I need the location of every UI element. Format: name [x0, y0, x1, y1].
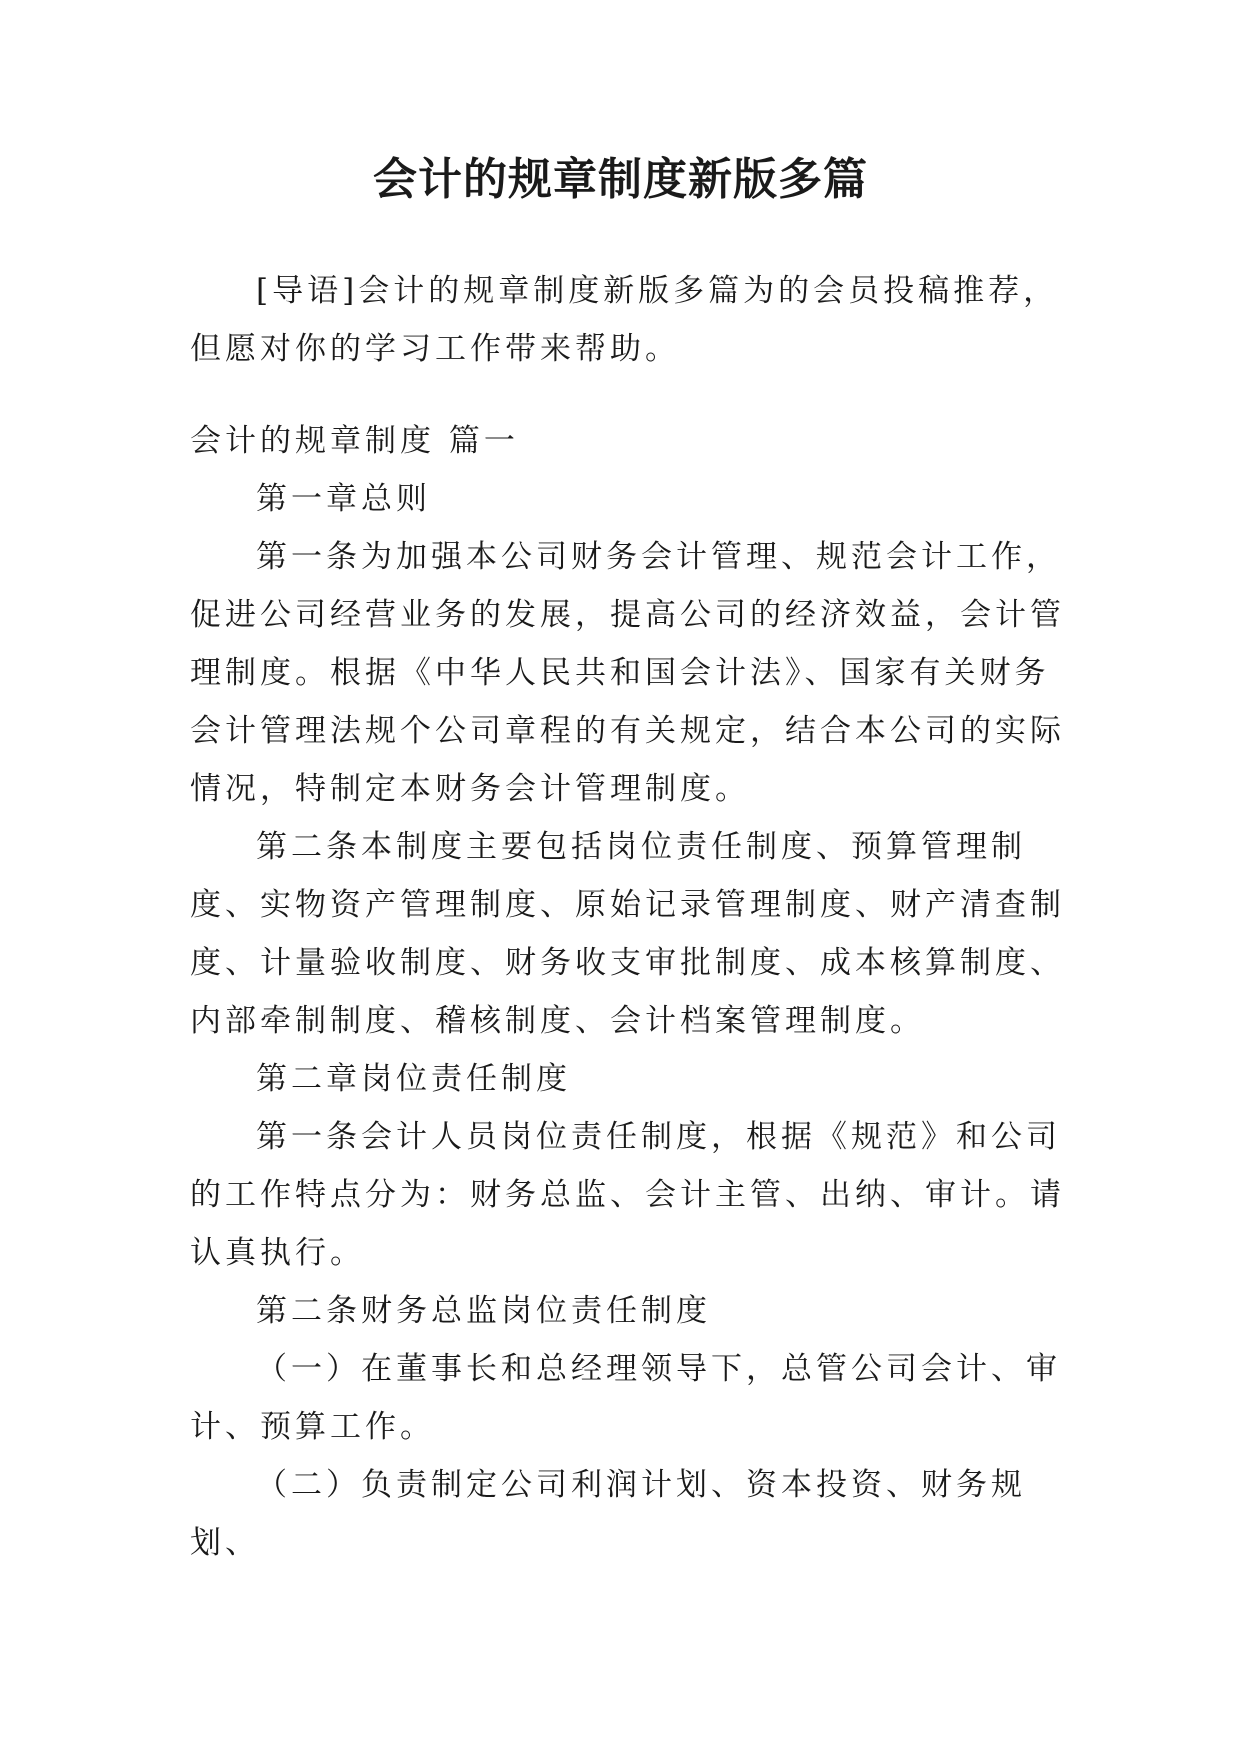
- chapter-heading: 第一章总则: [256, 481, 431, 517]
- body-paragraph: （二）负责制定公司利润计划、资本投资、财务规划、: [190, 1467, 1026, 1561]
- intro-block: [190, 262, 1070, 378]
- body-paragraph: 第一条为加强本公司财务会计管理、规范会计工作，促进公司经营业务的发展，提高公司的经济效益，会计管理制度。根据《中华人民共和国会计法》、国家有关财务会计管理法规个公司章程的有关规定，结合本公司的实际情况，特制定本财务会计管理制度。: [190, 539, 1065, 807]
- article-heading: 第二条财务总监岗位责任制度: [256, 1293, 711, 1329]
- chapter-heading: 第二章岗位责任制度: [256, 1061, 571, 1097]
- section-heading: 会计的规章制度 篇一: [190, 423, 519, 459]
- document-title: 会计的规章制度新版多篇: [373, 154, 868, 205]
- body-paragraph: 第二条本制度主要包括岗位责任制度、预算管理制度、实物资产管理制度、原始记录管理制度、财产清查制度、计量验收制度、财务收支审批制度、成本核算制度、内部牵制制度、稽核制度、会计档案管理制度。: [190, 829, 1065, 1039]
- document-body: [190, 412, 1070, 1572]
- body-paragraph: 第一条会计人员岗位责任制度，根据《规范》和公司的工作特点分为：财务总监、会计主管、出纳、审计。请认真执行。: [190, 1119, 1065, 1271]
- intro-paragraph: [导语]会计的规章制度新版多篇为的会员投稿推荐，但愿对你的学习工作带来帮助。: [190, 273, 1059, 367]
- body-paragraph: （一）在董事长和总经理领导下，总管公司会计、审计、预算工作。: [190, 1351, 1061, 1445]
